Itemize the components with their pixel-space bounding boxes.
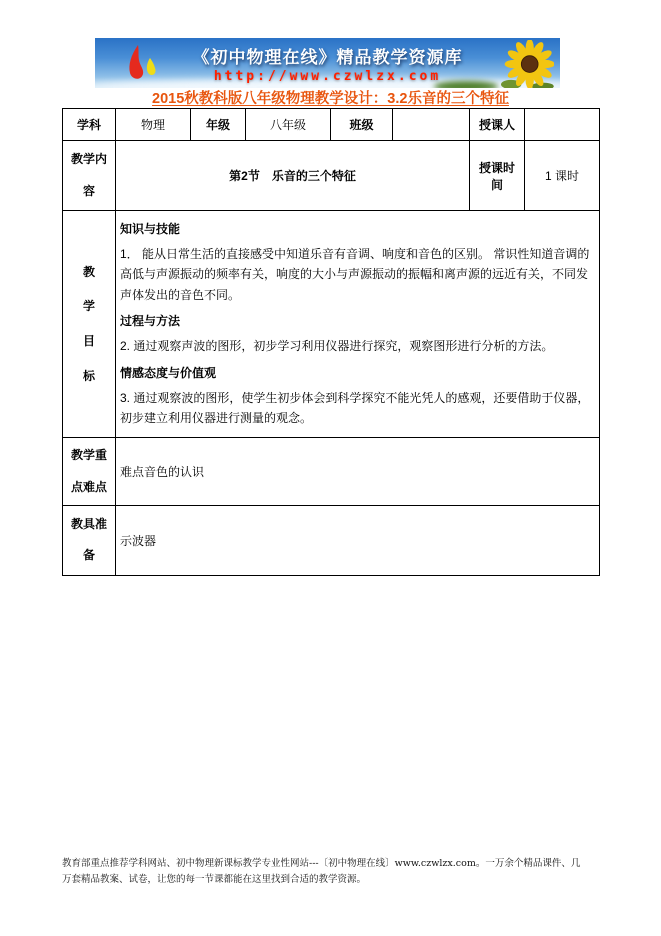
site-banner	[95, 38, 560, 88]
table-row	[63, 109, 600, 141]
teacher-value	[525, 109, 600, 141]
site-url: http://www.czwlzx.com	[213, 69, 442, 84]
teacher-label: 授课人	[470, 109, 525, 141]
goals-label: 教学目标	[63, 211, 116, 438]
goals-section-body: 2. 通过观察声波的图形，初步学习利用仪器进行探究，观察图形进行分析的方法。	[120, 339, 554, 354]
table-row	[63, 141, 600, 211]
class-value	[393, 109, 470, 141]
time-value: 1 课时	[525, 141, 600, 211]
goals-section-heading: 知识与技能	[120, 222, 181, 236]
footer-note: 教育部重点推荐学科网站、初中物理新课标教学专业性网站---〔初中物理在线〕www.czwlzx.com。一万余个精品课件、几万套精品教案、试卷，让您的每一节课都能在这里找到合适的教学资源。	[62, 858, 581, 885]
goals-section-body: 1． 能从日常生活的直接感受中知道乐音有音调、响度和音色的区别。 常识性知道音调的高低与声源振动的频率有关，响度的大小与声源振动的振幅和离声源的远近有关，不同发声体发出的音色不同。	[120, 247, 590, 302]
table-row	[63, 211, 600, 438]
subject-label: 学科	[63, 109, 116, 141]
keypoint-value: 难点音色的认识	[116, 438, 600, 505]
goals-section-heading: 过程与方法	[120, 314, 181, 329]
goals-content	[116, 211, 600, 438]
grade-value: 八年级	[246, 109, 331, 141]
page-title: 2015秋教科版八年级物理教学设计：3.2乐音的三个特征	[152, 91, 509, 107]
goals-section-body: 3. 通过观察波的图形，使学生初步体会到科学探究不能光凭人的感观，还要借助于仪器，初步建立利用仪器进行测量的观念。	[120, 390, 590, 425]
table-row	[63, 438, 600, 505]
site-title: 《初中物理在线》精品教学资源库	[192, 48, 463, 68]
lesson-plan-table	[62, 108, 600, 576]
content-value: 第2节 乐音的三个特征	[116, 141, 470, 211]
subject-value: 物理	[116, 109, 191, 141]
goals-section-heading: 情感态度与价值观	[120, 365, 217, 380]
time-label: 授课时间	[470, 141, 525, 211]
sunflower-icon	[498, 40, 554, 88]
class-label: 班级	[331, 109, 393, 141]
keypoint-label: 教学重点难点	[63, 438, 116, 505]
content-label: 教学内容	[63, 141, 116, 211]
table-row	[63, 505, 600, 575]
grade-label: 年级	[191, 109, 246, 141]
aids-value: 示波器	[116, 505, 600, 575]
aids-label: 教具准备	[63, 505, 116, 575]
